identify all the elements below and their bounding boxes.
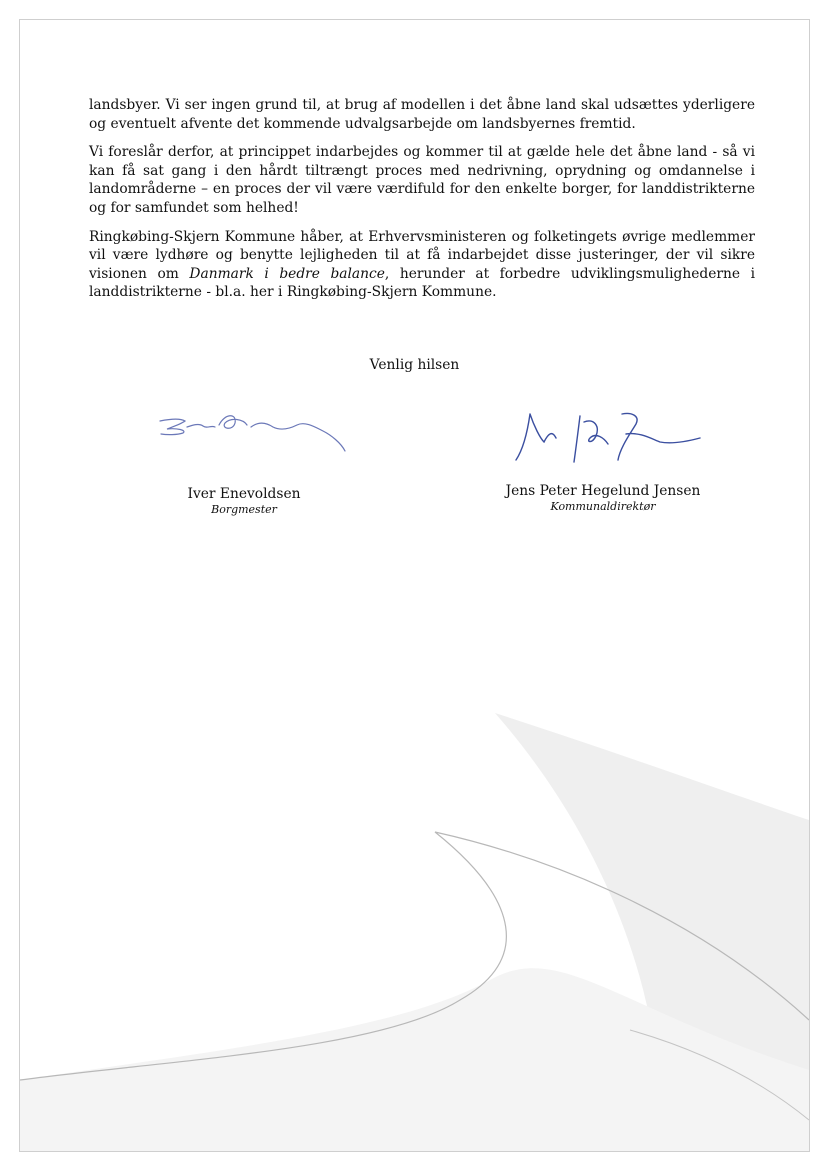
paragraph-2: Vi foreslår derfor, at princippet indarbejdes og kommer til at gælde hele det åbne land - så vi kan få sat gang i den hårdt tiltrængt proces med nedrivning, oprydning og omdannelse i landområderne – en proces der vil være værdifuld for den enkelte borger, for landdistrikterne og for samfundet som helhed! xyxy=(89,144,755,216)
signer-name: Jens Peter Hegelund Jensen xyxy=(505,483,701,499)
paragraph-3-text-start: Ringkøbing-Skjern Kommune håber, at Erhvervsministeren og folketingets øvrige medlemmer vil være lydhøre og benytte lejligheden til at få indarbejdet disse justeringer, der vil sikre visionen om xyxy=(89,228,755,282)
signer-title: Kommunaldirektør xyxy=(550,500,656,513)
signer-block-2 xyxy=(473,483,733,513)
closing-greeting: Venlig hilsen xyxy=(369,357,460,373)
paragraph-3 xyxy=(89,228,755,302)
paragraph-1: landsbyer. Vi ser ingen grund til, at brug af modellen i det åbne land skal udsættes yderligere og eventuelt afvente det kommende udvalgsarbejde om landsbyernes fremtid. xyxy=(89,97,755,132)
signature-jens-peter-hegelund-jensen xyxy=(510,408,710,468)
paragraph-3-italic: Danmark i bedre balance xyxy=(189,265,385,282)
signature-iver-enevoldsen xyxy=(155,405,355,455)
letter-page xyxy=(19,19,810,1152)
paragraph-3-text-end: , herunder at forbedre udviklingsmulighederne i landdistrikterne - bl.a. her i Ringkøbing-Skjern Kommune. xyxy=(89,265,755,301)
signer-block-1 xyxy=(114,486,374,516)
signer-name: Iver Enevoldsen xyxy=(187,486,301,502)
signer-title: Borgmester xyxy=(211,503,277,516)
letter-body xyxy=(89,96,755,312)
